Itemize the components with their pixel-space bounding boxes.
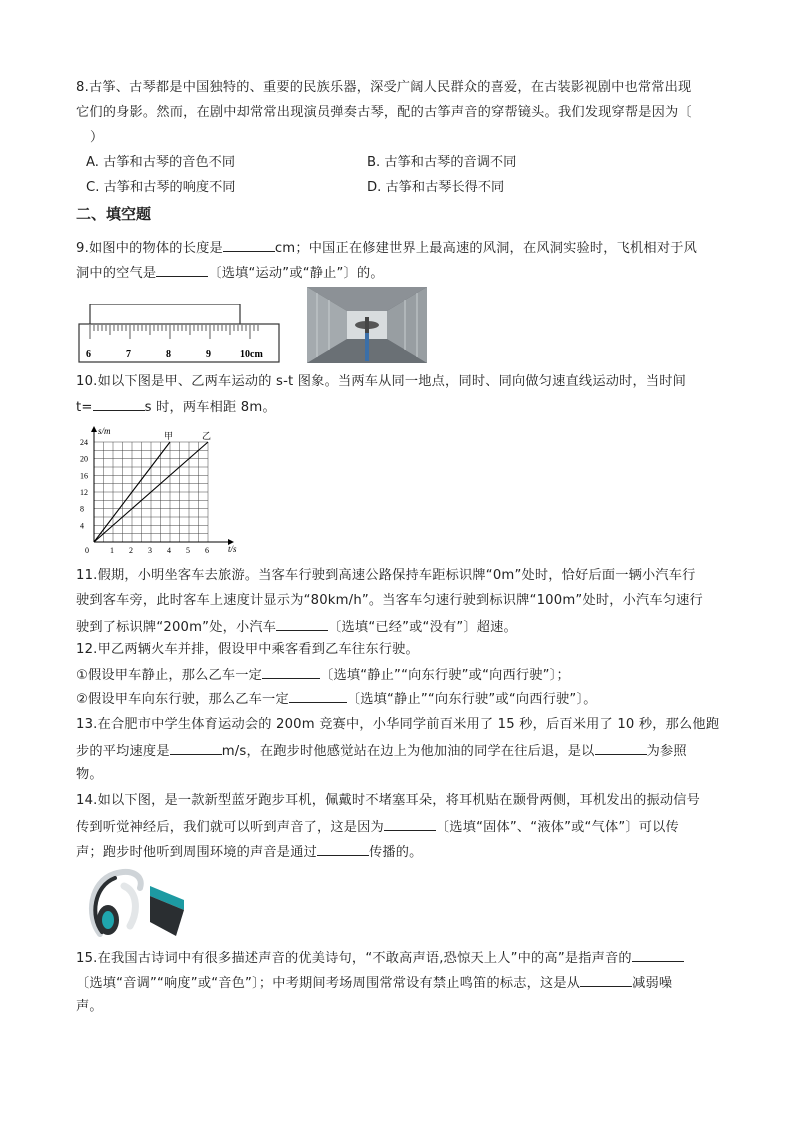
q11-line-1: 11.假期，小明坐客车去旅游。当客车行驶到高速公路保持车距标识牌“0m”处时，恰好后面一辆小汽车行	[76, 568, 696, 583]
series-label: 甲	[164, 432, 174, 442]
q13-text-a: 步的平均速度是	[76, 744, 170, 759]
q10-line-1: 10.如以下图是甲、乙两车运动的 s-t 图象。当两车从同一地点，同时、同向做匀速直线运动时，当时间	[76, 374, 687, 389]
series-label: 乙	[202, 432, 212, 442]
q12-text-a: ①假设甲车静止，那么乙车一定	[76, 668, 263, 683]
q13-line-2	[76, 740, 687, 762]
q10-text-b: s 时，两车相距 8m。	[144, 400, 276, 415]
q12-text-d: 〔选填“静止”“向东行驶”或“向西行驶”〕。	[346, 692, 597, 707]
q15-blank-noise[interactable]	[580, 972, 632, 987]
ruler-label: 8	[166, 349, 171, 360]
chart-axes	[91, 426, 234, 545]
q11-text-a: 驶到了标识牌“200m”处，小汽车	[76, 620, 277, 635]
ruler-figure	[78, 304, 283, 364]
ruler-label: 10cm	[240, 349, 263, 360]
wind-tunnel-photo	[307, 287, 427, 363]
q15-line-1	[76, 947, 684, 969]
q11-text-b: 〔选填“已经”或“没有”〕超速。	[328, 620, 517, 635]
y-axis-arrow	[91, 426, 97, 432]
q8-option-c: C. 古筝和古琴的响度不同	[86, 180, 236, 195]
q9-text-d: 〔选填“运动”或“静止”〕的。	[208, 266, 384, 281]
q10-text-a: t=	[76, 400, 93, 415]
section-title: 二、填空题	[76, 205, 152, 223]
q13-blank-reference[interactable]	[595, 740, 647, 755]
q12-line-3	[76, 688, 597, 710]
q12-text-b: 〔选填“静止”“向东行驶”或“向西行驶”〕；	[320, 668, 570, 683]
x-tick-label: 6	[205, 546, 209, 555]
q14-blank-propagation[interactable]	[317, 841, 369, 856]
y-tick-label: 8	[80, 504, 84, 514]
q8-line-3: ）	[90, 130, 104, 145]
q8-line-1: 8.古筝、古琴都是中国独特的、重要的民族乐器，深受广阔人民群众的喜爱，在古装影视剧中也常常出现	[76, 80, 692, 95]
q10-blank-time[interactable]	[93, 396, 145, 411]
q13-text-b: m/s，在跑步时他感觉站在边上为他加油的同学在往后退，是以	[221, 744, 595, 759]
q10-line-2	[76, 396, 276, 418]
x-tick-label: 4	[167, 546, 171, 555]
q13-line-1: 13.在合肥市中学生体育运动会的 200m 竞赛中，小华同学前百米用了 15 秒，后百米用了 10 秒，那么他跑	[76, 717, 720, 732]
q14-text-b: 〔选填“固体”、“液体”或“气体”〕可以传	[435, 820, 679, 835]
q12-line-2	[76, 664, 570, 686]
y-tick-label: 16	[80, 471, 88, 481]
q14-blank-medium[interactable]	[384, 816, 436, 831]
q12-text-c: ②假设甲车向东行驶，那么乙车一定	[76, 692, 289, 707]
q13-line-3: 物。	[76, 767, 103, 782]
q14-line-2	[76, 816, 679, 838]
q15-line-2	[76, 972, 672, 994]
q15-text-c: 减弱噪	[632, 976, 673, 991]
q13-text-c: 为参照	[646, 744, 687, 759]
q14-text-a: 传到听觉神经后，我们就可以听到声音了，这是因为	[76, 820, 384, 835]
q8-line-2: 它们的身影。然而，在剧中却常常出现演员弹奏古琴，配的古筝声音的穿帮镜头。我们发现穿帮是因为〔	[76, 105, 692, 120]
q11-blank-speeding[interactable]	[276, 616, 328, 631]
q8-option-d: D. 古筝和古琴长得不同	[367, 180, 505, 195]
q8-option-b: B. 古筝和古琴的音调不同	[367, 155, 517, 170]
q15-blank-property[interactable]	[632, 947, 684, 962]
q15-text-b: 〔选填“音调”“响度”或“音色”〕；中考期间考场周围常常设有禁止鸣笛的标志，这是从	[76, 976, 581, 991]
x-tick-label: 1	[110, 546, 114, 555]
x-tick-label: 3	[148, 546, 152, 555]
q14-line-1: 14.如以下图，是一款新型蓝牙跑步耳机，佩戴时不堵塞耳朵，将耳机贴在颞骨两侧，耳机发出的振动信号	[76, 793, 701, 808]
y-tick-label: 4	[80, 521, 84, 531]
measured-object	[90, 304, 240, 326]
q11-line-2: 驶到客车旁，此时客车上速度计显示为“80km/h”。当客车匀速行驶到标识牌“100m”处时，小汽车匀速行	[76, 593, 703, 608]
st-chart	[78, 424, 248, 558]
q13-blank-speed[interactable]	[170, 740, 222, 755]
q14-line-3	[76, 841, 423, 863]
q14-text-c: 声；跑步时他听到周围环境的声音是通过	[76, 845, 317, 860]
x-tick-label: 0	[85, 546, 89, 555]
chart-x-axis-label: t/s	[228, 544, 237, 554]
q9-text-a: 9.如图中的物体的长度是	[76, 241, 223, 256]
ruler-label: 7	[126, 349, 131, 360]
y-tick-label: 24	[80, 438, 88, 447]
ruler-label: 6	[86, 349, 91, 360]
x-tick-label: 2	[129, 546, 133, 555]
y-tick-label: 20	[80, 454, 88, 464]
y-tick-label: 12	[80, 488, 88, 497]
q9-blank-motion[interactable]	[156, 262, 208, 277]
q15-line-3: 声。	[76, 999, 103, 1014]
q11-line-3	[76, 616, 517, 638]
chart-y-axis-label: s/m	[98, 426, 111, 436]
ruler-label: 9	[206, 349, 211, 360]
q9-text-b: cm；中国正在修建世界上最高速的风洞，在风洞实验时，飞机相对于风	[274, 241, 697, 256]
q8-option-a: A. 古筝和古琴的音色不同	[86, 155, 236, 170]
q9-blank-length[interactable]	[223, 237, 275, 252]
q9-line-2	[76, 262, 384, 284]
q12-line-1: 12.甲乙两辆火车并排，假设甲中乘客看到乙车往东行驶。	[76, 642, 419, 657]
bone-conduction-headphone-image	[80, 866, 185, 938]
q15-text-a: 15.在我国古诗词中有很多描述声音的优美诗句，“不敢高声语,恐惊天上人”中的高”是指声音的	[76, 951, 632, 966]
q9-text-c: 洞中的空气是	[76, 266, 157, 281]
q14-text-d: 传播的。	[368, 845, 423, 860]
q12-blank-1[interactable]	[262, 664, 320, 679]
x-tick-label: 5	[186, 546, 190, 555]
q12-blank-2[interactable]	[289, 688, 347, 703]
q9-line-1	[76, 237, 697, 259]
